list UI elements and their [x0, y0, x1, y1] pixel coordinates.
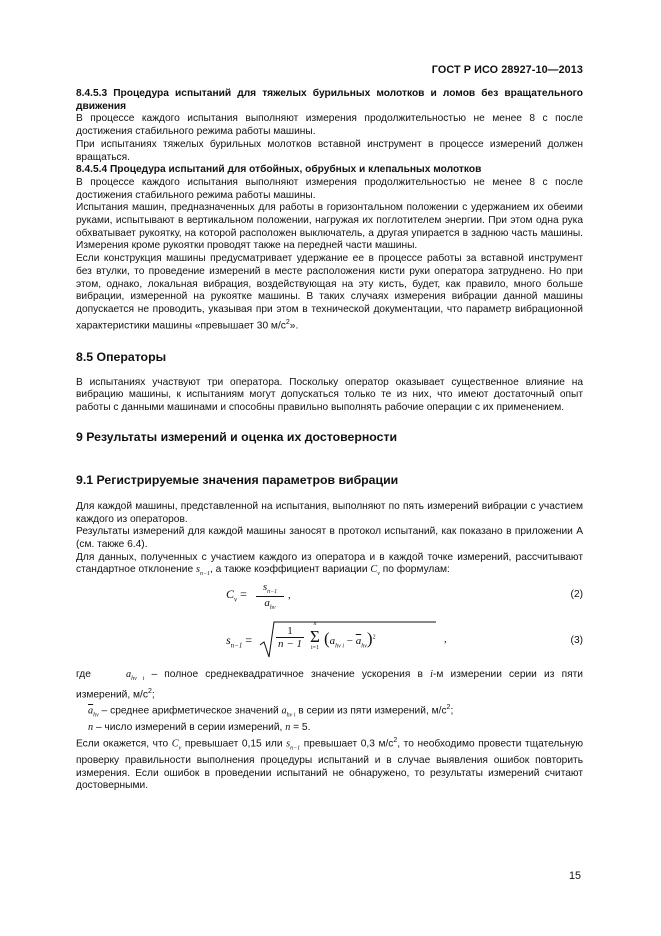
- definition-n: n – число измерений в серии измерений, n = 5.: [88, 722, 311, 734]
- formula-2-fraction: $s_{n-1}$ $a_{hv}$: [256, 581, 284, 611]
- sum-symbol: n Σ i=1: [310, 621, 320, 652]
- section-91-heading: 9.1 Регистрируемые значения параметров вибрации: [76, 472, 399, 487]
- doc-code-header: ГОСТ Р ИСО 28927-10—2013: [431, 64, 583, 76]
- section-85-p1: В испытаниях участвуют три оператора. Поскольку оператор оказывает существенное влияние на вибрацию машины, к испытаниям могут допускаться только те из них, что имеют достаточный опыт работы с данными машинами и способны правильно выполнять рабочие операции с их применением.: [76, 376, 583, 414]
- definition-ahv-mean: $\overline{a}_{hv}$ – среднее арифметическое значений $a_{hv i}$ в серии из пяти измерений, $м/с^2$;: [88, 703, 454, 719]
- definition-ahvi: где $a_{hv i}$ – полное среднеквадратичное значение ускорения в i-м измерении серии из пяти измерений, $м/с^2$;: [76, 669, 583, 701]
- section-8454-heading: 8.4.5.4 Процедура испытаний для отбойных, обрубных и клепальных молотков: [76, 164, 482, 176]
- section-8454-p1: В процессе каждого испытания выполняют измерения продолжительностью не менее 8 с после достижения стабильного режима работы машины.: [76, 176, 583, 201]
- formula-3-number: (3): [570, 635, 583, 647]
- section-85-heading: 8.5 Операторы: [76, 349, 167, 364]
- section-8453-p2: При испытаниях тяжелых бурильных молотков вставной инструмент в процессе измерений должен вращаться.: [76, 138, 583, 163]
- section-91-p2: Результаты измерений для каждой машины заносят в протокол испытаний, как показано в приложении А (см. также 6.4).: [76, 526, 583, 550]
- symbol-s: $s_{n-1}$: [195, 564, 210, 578]
- section-91-p4: Если окажется, что $C_v$ превышает 0,15 или $s_{n-1}$ превышает 0,3 $м/с^2$, то необходимо провести тщательную проверку правильности выполнения процедуры испытаний и в случае выявления ошибок повторить измерения. Если ошибок в проведении испытаний не обнаружено, то результаты измерений считают достоверными.: [76, 736, 584, 792]
- section-8454-p3: Если конструкция машины предусматривает удержание ее в процессе работы за вставной инструмент без втулки, то проведение измерений в месте расположения кисти руки оператора затруднено. Но при этом, однако, локальная вибрация, воздействующая на эту кисть, будет, как правило, много больше вибрации, измеренной на рукоятке машины. В таких случаях измерения вибрации данной машины допускается не проводить, указывая при этом в технической документации, что параметр вибрационной характеристики машины «превышает 30 $м/с^2$».: [76, 253, 583, 332]
- section-9-heading: 9 Результаты измерений и оценка их достоверности: [76, 429, 398, 444]
- section-8453-p1: В процессе каждого испытания выполняют измерения продолжительностью не менее 8 с после достижения стабильного режима работы машины.: [76, 113, 583, 138]
- section-8454-p2: Испытания машин, предназначенных для работы в горизонтальном положении с удержанием их обеими руками, испытывают в вертикальном положении, нагружая их поглотителем энергии. При этом одна рука обхватывает рукоятку, на которой расположен выключатель, а другая упирается в заднюю часть машины. Измерения кроме рукоятки проводят также на передней части машины.: [76, 202, 583, 252]
- symbol-cv: $C_v$: [370, 564, 380, 578]
- section-8453-heading: 8.4.5.3 Процедура испытаний для тяжелых бурильных молотков и ломов без вращательного движения: [76, 88, 583, 112]
- formula-2-number: (2): [570, 589, 583, 601]
- formula-3: $s_{n-1}$ = 1 n − 1 n Σ i=1 $(a_{hv i} - \overline{a}_{hv})^2$ , (3): [76, 619, 583, 661]
- section-91-p1: Для каждой машины, представленной на испытания, выполняют по пять измерений вибрации с участием каждого из операторов.: [76, 500, 583, 525]
- section-91-p3: Для данных, полученных с участием каждого из оператора и в каждой точке измерений, рассчитывают стандартное отклонение $s_{n-1}$, а также коэффициент вариации $C_v$ по формулам:: [76, 551, 583, 578]
- formula-2: $C_v$ = $s_{n-1}$ $a_{hv}$ , (2): [226, 581, 583, 612]
- page-content: [76, 88, 583, 793]
- page-number: 15: [568, 870, 581, 882]
